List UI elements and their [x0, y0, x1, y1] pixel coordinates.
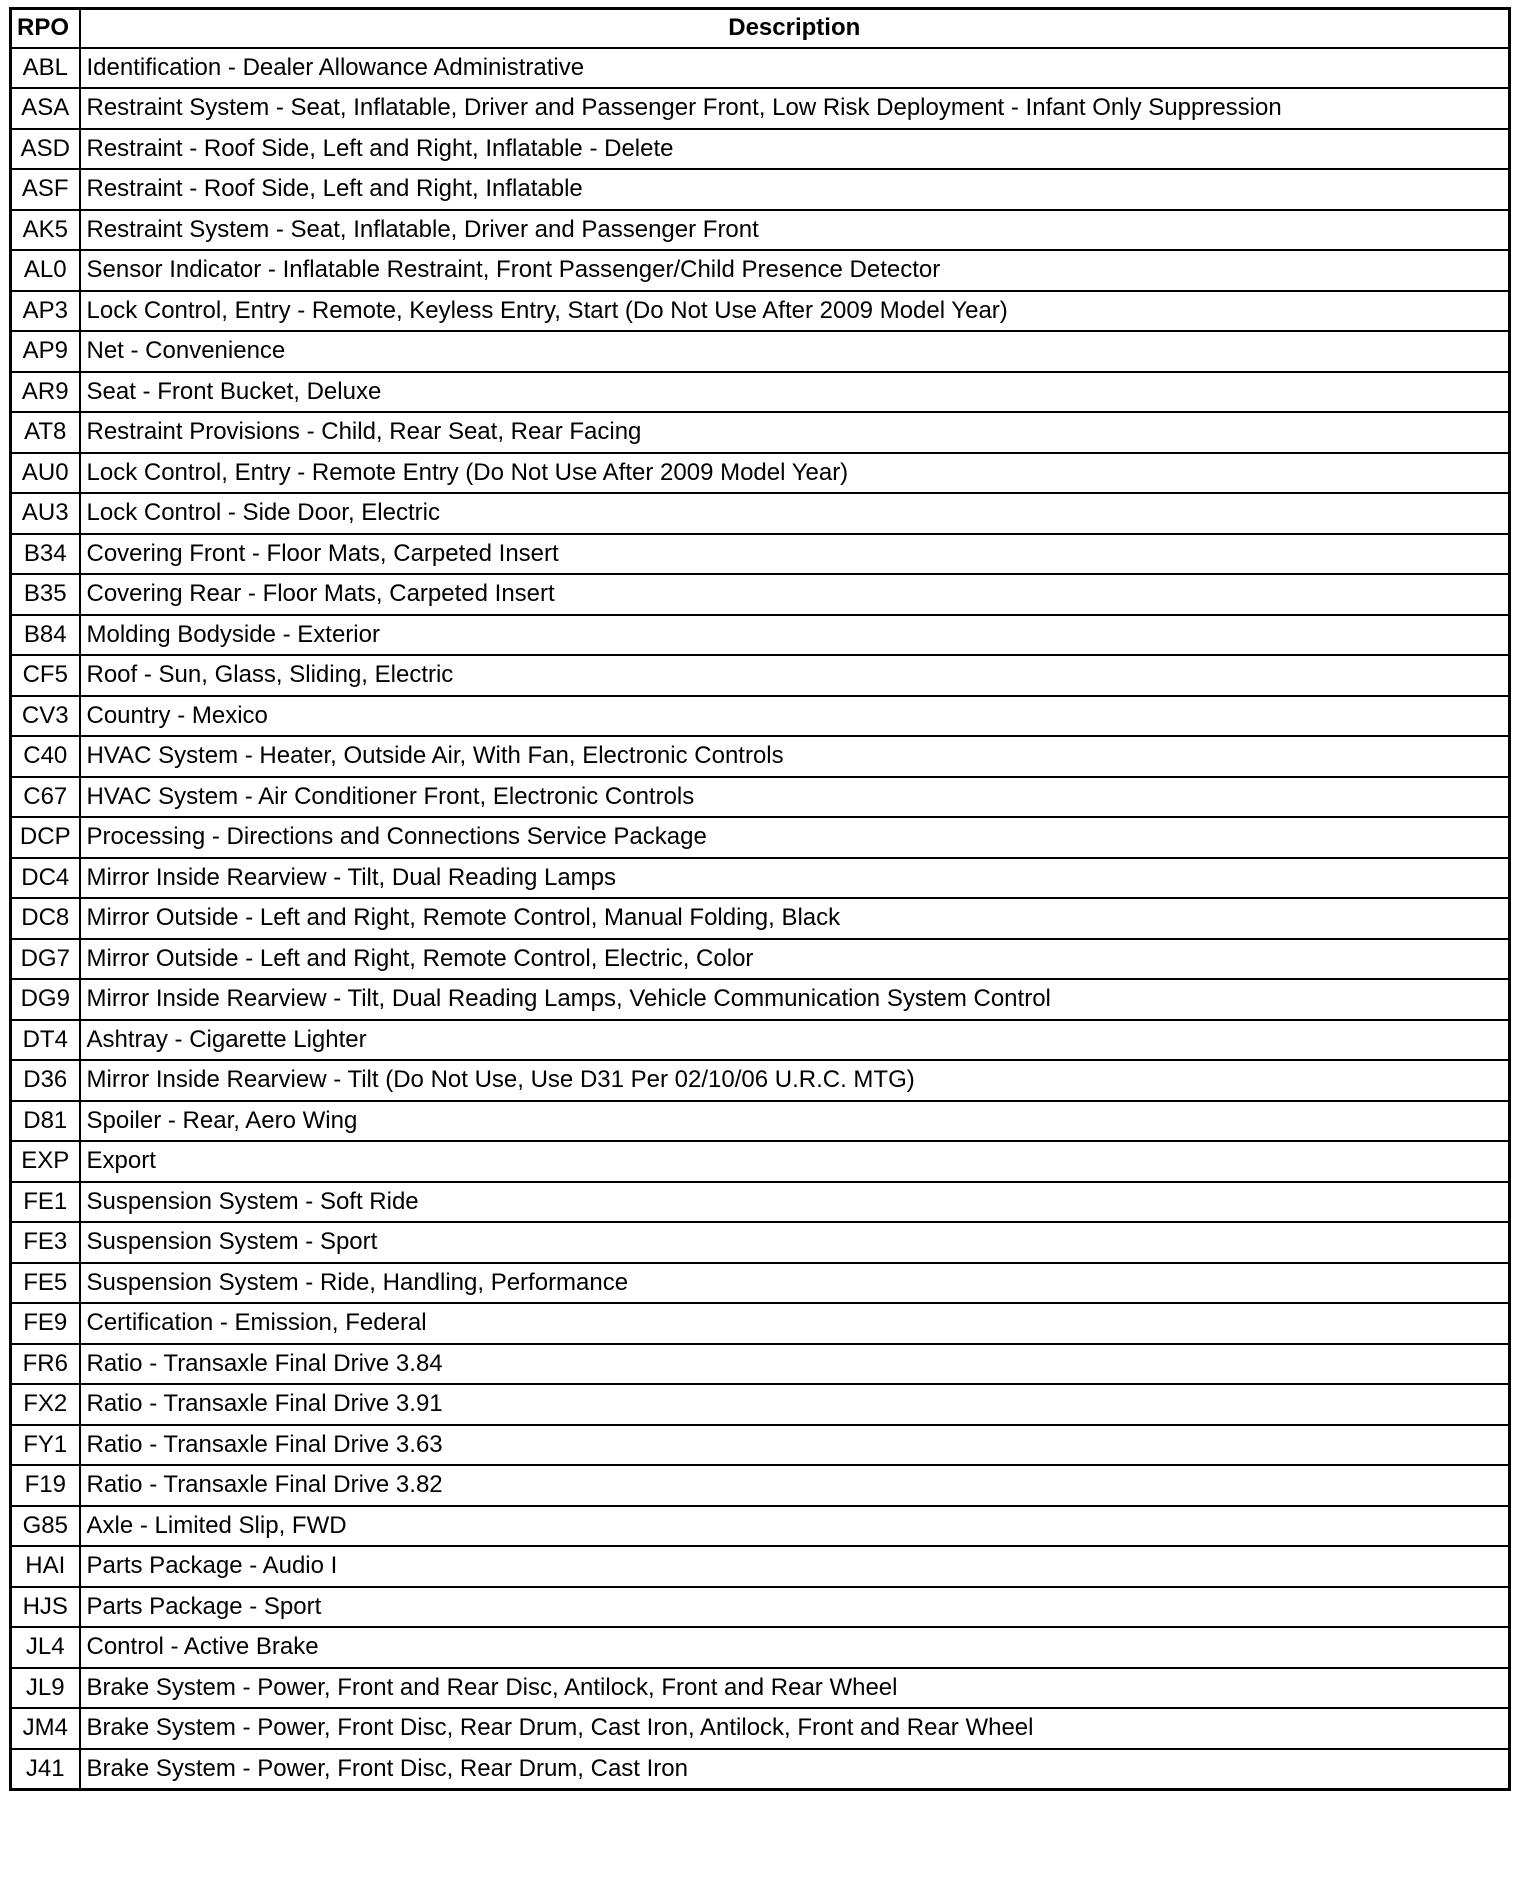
table-row [11, 48, 1510, 89]
rpo-description: Suspension System - Soft Ride [80, 1182, 1510, 1223]
table-row [11, 696, 1510, 737]
rpo-code: ASA [11, 88, 80, 129]
table-row [11, 534, 1510, 575]
rpo-code: FE1 [11, 1182, 80, 1223]
table-row [11, 817, 1510, 858]
rpo-description: Lock Control, Entry - Remote Entry (Do Not Use After 2009 Model Year) [80, 453, 1510, 494]
table-row [11, 1020, 1510, 1061]
rpo-description: HVAC System - Heater, Outside Air, With Fan, Electronic Controls [80, 736, 1510, 777]
rpo-code: AU3 [11, 493, 80, 534]
rpo-description: Export [80, 1141, 1510, 1182]
rpo-description: Spoiler - Rear, Aero Wing [80, 1101, 1510, 1142]
rpo-description: Brake System - Power, Front and Rear Disc, Antilock, Front and Rear Wheel [80, 1668, 1510, 1709]
table-row [11, 1222, 1510, 1263]
table-row [11, 1425, 1510, 1466]
rpo-description: Control - Active Brake [80, 1627, 1510, 1668]
table-row [11, 1587, 1510, 1628]
rpo-description: Restraint System - Seat, Inflatable, Driver and Passenger Front, Low Risk Deployment - Infant Only Suppression [80, 88, 1510, 129]
table-row [11, 736, 1510, 777]
rpo-code: D36 [11, 1060, 80, 1101]
rpo-code: ABL [11, 48, 80, 89]
table-row [11, 858, 1510, 899]
rpo-description: Brake System - Power, Front Disc, Rear Drum, Cast Iron, Antilock, Front and Rear Wheel [80, 1708, 1510, 1749]
rpo-code: FE3 [11, 1222, 80, 1263]
rpo-code: G85 [11, 1506, 80, 1547]
table-body [11, 48, 1510, 1790]
table-row [11, 898, 1510, 939]
rpo-code: JL9 [11, 1668, 80, 1709]
rpo-description: Processing - Directions and Connections Service Package [80, 817, 1510, 858]
table-row [11, 1668, 1510, 1709]
table-row [11, 1546, 1510, 1587]
table-row [11, 1060, 1510, 1101]
header-rpo: RPO [11, 9, 80, 48]
rpo-code: JM4 [11, 1708, 80, 1749]
rpo-description: Covering Rear - Floor Mats, Carpeted Insert [80, 574, 1510, 615]
rpo-description: Suspension System - Sport [80, 1222, 1510, 1263]
rpo-code: AK5 [11, 210, 80, 251]
rpo-description: Ratio - Transaxle Final Drive 3.82 [80, 1465, 1510, 1506]
rpo-code: AP9 [11, 331, 80, 372]
rpo-description: Molding Bodyside - Exterior [80, 615, 1510, 656]
header-description: Description [80, 9, 1510, 48]
rpo-code: EXP [11, 1141, 80, 1182]
rpo-code: B34 [11, 534, 80, 575]
table-row [11, 129, 1510, 170]
rpo-code: F19 [11, 1465, 80, 1506]
rpo-description: Suspension System - Ride, Handling, Performance [80, 1263, 1510, 1304]
rpo-code: ASD [11, 129, 80, 170]
table-row [11, 1303, 1510, 1344]
rpo-description: Sensor Indicator - Inflatable Restraint, Front Passenger/Child Presence Detector [80, 250, 1510, 291]
table-row [11, 493, 1510, 534]
rpo-code: DG7 [11, 939, 80, 980]
rpo-code: AL0 [11, 250, 80, 291]
rpo-code: HJS [11, 1587, 80, 1628]
rpo-code: FR6 [11, 1344, 80, 1385]
rpo-description: Covering Front - Floor Mats, Carpeted Insert [80, 534, 1510, 575]
rpo-description: Ratio - Transaxle Final Drive 3.91 [80, 1384, 1510, 1425]
rpo-description: Mirror Outside - Left and Right, Remote Control, Electric, Color [80, 939, 1510, 980]
rpo-description: Restraint - Roof Side, Left and Right, Inflatable - Delete [80, 129, 1510, 170]
rpo-code: FX2 [11, 1384, 80, 1425]
table-row [11, 1506, 1510, 1547]
rpo-code: DCP [11, 817, 80, 858]
table-row [11, 1344, 1510, 1385]
table-row [11, 250, 1510, 291]
table-row [11, 88, 1510, 129]
table-row [11, 453, 1510, 494]
rpo-code: FY1 [11, 1425, 80, 1466]
rpo-code: HAI [11, 1546, 80, 1587]
rpo-description: Seat - Front Bucket, Deluxe [80, 372, 1510, 413]
rpo-code: AT8 [11, 412, 80, 453]
rpo-code: AP3 [11, 291, 80, 332]
table-row [11, 1465, 1510, 1506]
rpo-description: Mirror Inside Rearview - Tilt, Dual Reading Lamps, Vehicle Communication System Control [80, 979, 1510, 1020]
table-row [11, 1263, 1510, 1304]
rpo-description: Ratio - Transaxle Final Drive 3.84 [80, 1344, 1510, 1385]
table-row [11, 574, 1510, 615]
table-row [11, 169, 1510, 210]
rpo-description: Mirror Inside Rearview - Tilt, Dual Reading Lamps [80, 858, 1510, 899]
rpo-code: ASF [11, 169, 80, 210]
rpo-description: Restraint Provisions - Child, Rear Seat, Rear Facing [80, 412, 1510, 453]
rpo-description: Restraint - Roof Side, Left and Right, Inflatable [80, 169, 1510, 210]
rpo-description: Net - Convenience [80, 331, 1510, 372]
rpo-description: Lock Control, Entry - Remote, Keyless Entry, Start (Do Not Use After 2009 Model Year) [80, 291, 1510, 332]
table-row [11, 777, 1510, 818]
rpo-code: AR9 [11, 372, 80, 413]
rpo-code: CV3 [11, 696, 80, 737]
rpo-code: FE5 [11, 1263, 80, 1304]
rpo-code: DC4 [11, 858, 80, 899]
rpo-description: Certification - Emission, Federal [80, 1303, 1510, 1344]
rpo-description: HVAC System - Air Conditioner Front, Electronic Controls [80, 777, 1510, 818]
table-header [11, 9, 1510, 48]
rpo-code: B84 [11, 615, 80, 656]
header-row [11, 9, 1510, 48]
table-row [11, 1708, 1510, 1749]
rpo-description: Roof - Sun, Glass, Sliding, Electric [80, 655, 1510, 696]
table-row [11, 979, 1510, 1020]
table-row [11, 331, 1510, 372]
rpo-code: DT4 [11, 1020, 80, 1061]
rpo-code: DC8 [11, 898, 80, 939]
rpo-code: FE9 [11, 1303, 80, 1344]
rpo-description: Brake System - Power, Front Disc, Rear Drum, Cast Iron [80, 1749, 1510, 1790]
rpo-description: Ratio - Transaxle Final Drive 3.63 [80, 1425, 1510, 1466]
rpo-code: JL4 [11, 1627, 80, 1668]
rpo-code: DG9 [11, 979, 80, 1020]
rpo-description: Country - Mexico [80, 696, 1510, 737]
table-row [11, 291, 1510, 332]
rpo-code: B35 [11, 574, 80, 615]
table-row [11, 412, 1510, 453]
rpo-code: D81 [11, 1101, 80, 1142]
table-row [11, 1384, 1510, 1425]
table-row [11, 1141, 1510, 1182]
rpo-description: Mirror Inside Rearview - Tilt (Do Not Use, Use D31 Per 02/10/06 U.R.C. MTG) [80, 1060, 1510, 1101]
rpo-description: Identification - Dealer Allowance Administrative [80, 48, 1510, 89]
rpo-description: Lock Control - Side Door, Electric [80, 493, 1510, 534]
rpo-table [9, 7, 1511, 1791]
table-row [11, 615, 1510, 656]
table-row [11, 939, 1510, 980]
table-row [11, 1101, 1510, 1142]
rpo-description: Parts Package - Audio I [80, 1546, 1510, 1587]
rpo-description: Parts Package - Sport [80, 1587, 1510, 1628]
table-row [11, 1749, 1510, 1790]
table-row [11, 210, 1510, 251]
table-row [11, 372, 1510, 413]
rpo-code: C40 [11, 736, 80, 777]
rpo-description: Mirror Outside - Left and Right, Remote Control, Manual Folding, Black [80, 898, 1510, 939]
rpo-description: Restraint System - Seat, Inflatable, Driver and Passenger Front [80, 210, 1510, 251]
rpo-code: CF5 [11, 655, 80, 696]
rpo-description: Axle - Limited Slip, FWD [80, 1506, 1510, 1547]
rpo-code: J41 [11, 1749, 80, 1790]
table-row [11, 1627, 1510, 1668]
table-row [11, 655, 1510, 696]
rpo-description: Ashtray - Cigarette Lighter [80, 1020, 1510, 1061]
rpo-code: AU0 [11, 453, 80, 494]
rpo-code: C67 [11, 777, 80, 818]
table-row [11, 1182, 1510, 1223]
